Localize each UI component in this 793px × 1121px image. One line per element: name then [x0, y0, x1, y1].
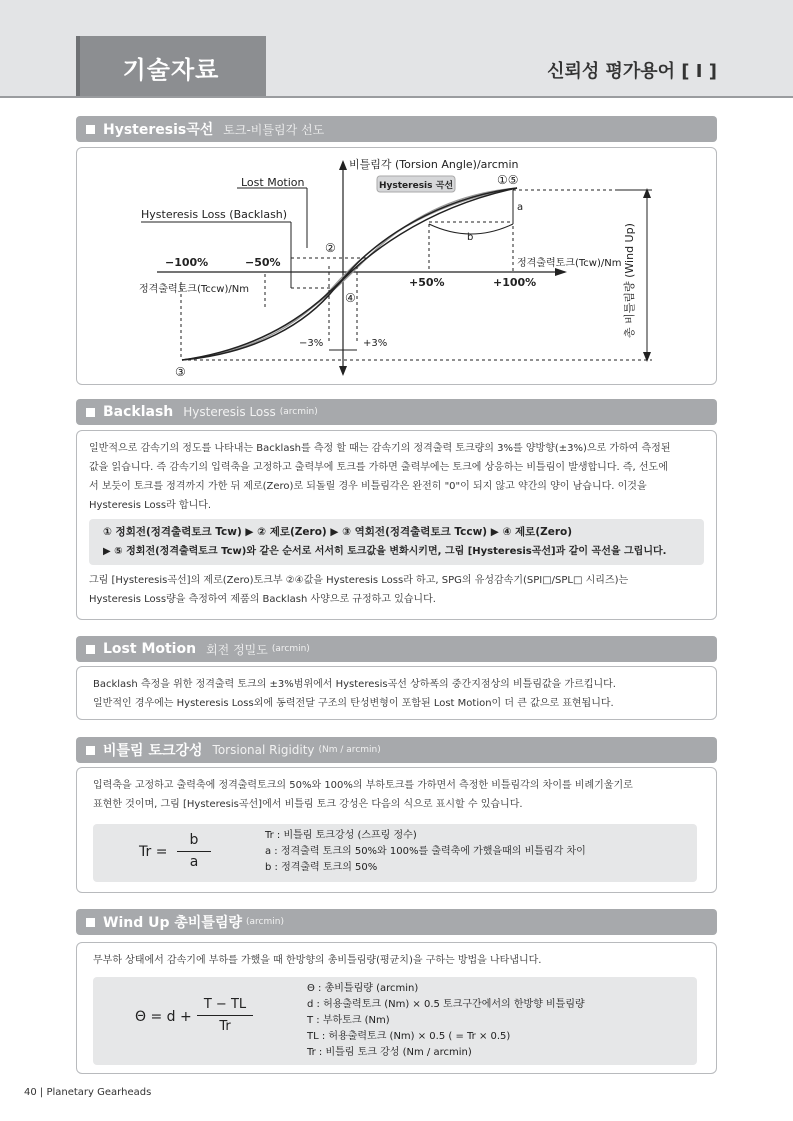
lost-motion-label: Lost Motion: [241, 176, 305, 189]
rigidity-formula-box: [93, 824, 697, 882]
x-axis-arrow: [555, 268, 567, 276]
y-axis-arrow-up: [339, 160, 347, 170]
backlash-paragraph-1: [89, 439, 709, 515]
windup-formula-lhs: Θ = d +: [135, 1009, 192, 1025]
square-bullet-icon: [86, 645, 95, 654]
square-bullet-icon: [86, 746, 95, 755]
definition-line: Tr : 비틀림 토크강성 (스프링 정수): [265, 830, 417, 841]
point-3: ③: [175, 365, 186, 379]
text-line: 일반적으로 감속기의 정도를 나타내는 Backlash를 측정 할 때는 감속기의 정격출력 토크량의 3%를 양방향(±3%)으로 가하여 측정된: [89, 443, 671, 454]
section-title: Wind Up 총비틀림량: [103, 915, 242, 931]
backlash-steps-box: [89, 519, 704, 565]
section-unit: (arcmin): [271, 644, 310, 654]
backlash-paragraph-2: [89, 571, 709, 609]
definition-line: TL : 허용출력토크 (Nm) × 0.5 ( = Tr × 0.5): [307, 1031, 511, 1042]
definition-line: d : 허용출력토크 (Nm) × 0.5 토크구간에서의 한방향 비틀림량: [307, 999, 585, 1010]
section-unit: (arcmin): [279, 407, 318, 417]
section-title: Backlash: [103, 404, 174, 420]
step-line-1: ① 정회전(정격출력토크 Tcw) ▶ ② 제로(Zero) ▶ ③ 역회전(정격출력토크 Tccw) ▶ ④ 제로(Zero): [103, 526, 573, 538]
text-line: 입력축을 고정하고 출력축에 정격출력토크의 50%와 100%의 부하토크를 가하면서 측정한 비틀림각의 차이를 비례기울기로: [93, 780, 633, 791]
hysteresis-loss-label: Hysteresis Loss (Backlash): [141, 208, 288, 221]
page-footer: 40 | Planetary Gearheads: [24, 1087, 152, 1098]
label-a: a: [517, 202, 524, 213]
definition-line: Tr : 비틀림 토크 강성 (Nm / arcmin): [307, 1047, 472, 1058]
neg50-label: −50%: [245, 256, 281, 269]
neg100-label: −100%: [165, 256, 209, 269]
windup-formula-box: [93, 977, 697, 1065]
definition-line: b : 정격출력 토크의 50%: [265, 862, 378, 873]
fraction-line: [197, 1015, 253, 1016]
square-bullet-icon: [86, 408, 95, 417]
fraction-line: [177, 851, 211, 852]
windup-formula-numerator: T − TL: [203, 997, 247, 1012]
text-line: 일반적인 경우에는 Hysteresis Loss외에 동력전달 구조의 탄성변형이 포함된 Lost Motion이 더 큰 값으로 표현됩니다.: [93, 698, 614, 709]
section-bar-rigidity: [76, 737, 717, 763]
section-bar-backlash: [76, 399, 717, 425]
text-line: 값을 읽습니다. 즉 감속기의 입력축을 고정하고 출력부에 토크를 가하면 출력부에는 토크에 상응하는 비틀림이 발생합니다. 즉, 선도에: [89, 462, 668, 473]
hysteresis-diagram: [77, 148, 718, 386]
hysteresis-diagram-box: [76, 147, 717, 385]
point-4: ④: [345, 291, 356, 305]
square-bullet-icon: [86, 125, 95, 134]
section-bar-windup: [76, 909, 717, 935]
pos100-label: +100%: [493, 276, 537, 289]
label-b: b: [467, 232, 474, 243]
text-line: 그림 [Hysteresis곡선]의 제로(Zero)토크부 ②④값을 Hysteresis Loss라 하고, SPG의 유성감속기(SPI□/SPL□ 시리즈)는: [89, 575, 629, 586]
section-title: Lost Motion: [103, 641, 197, 657]
section-title: Hysteresis곡선: [103, 122, 214, 138]
rigidity-definitions: [265, 828, 586, 876]
section-bar-lost-motion: [76, 636, 717, 662]
hysteresis-tag-label: Hysteresis 곡선: [378, 181, 454, 191]
section-title: 비틀림 토크강성: [103, 743, 203, 759]
windup-formula-denominator: Tr: [219, 1019, 231, 1034]
rigidity-formula-lhs: Tr =: [139, 844, 168, 860]
lost-motion-paragraph: [93, 675, 708, 713]
square-bullet-icon: [86, 918, 95, 927]
header-subtitle: 신뢰성 평가용어 [ Ⅰ ]: [547, 61, 717, 82]
section-subtitle: 토크-비틀림각 선도: [223, 122, 325, 137]
section-unit: (arcmin): [246, 917, 284, 927]
section-unit: (Nm / arcmin): [318, 745, 381, 755]
pos3-label: +3%: [363, 338, 388, 349]
text-line: 서 보듯이 토크를 정격까지 가한 뒤 제로(Zero)로 되돌릴 경우 비틀림각은 완전히 "0"이 되지 않고 약간의 양이 남습니다. 이것을: [89, 481, 647, 492]
text-line: Hysteresis Loss라 합니다.: [89, 500, 212, 511]
rigidity-paragraph: [93, 776, 708, 814]
rigidity-formula-numerator: b: [189, 832, 199, 848]
y-axis-label: 비틀림각 (Torsion Angle)/arcmin: [349, 158, 519, 171]
torque-ccw-label: 정격출력토크(Tccw)/Nm: [139, 284, 249, 295]
windup-definitions: [307, 981, 585, 1061]
text-line: Hysteresis Loss량을 측정하여 제품의 Backlash 사양으로 규정하고 있습니다.: [89, 594, 436, 605]
section-subtitle: Hysteresis Loss: [183, 405, 276, 419]
section-bar-hysteresis: [76, 116, 717, 142]
header-divider: [0, 96, 793, 98]
point-2: ②: [325, 241, 336, 255]
section-subtitle: Torsional Rigidity: [212, 743, 315, 757]
definition-line: a : 정격출력 토크의 50%와 100%를 출력축에 가했을때의 비틀림각 차이: [265, 846, 586, 857]
step-line-2: ▶ ⑤ 정회전(정격출력토크 Tcw)와 같은 순서로 서서히 토크값을 변화시키면, 그림 [Hysteresis곡선]과 같이 곡선을 그립니다.: [103, 546, 667, 557]
text-line: 표현한 것이며, 그림 [Hysteresis곡선]에서 비틀림 토크 강성은 다음의 식으로 표시할 수 있습니다.: [93, 799, 523, 810]
torque-cw-label: 정격출력토크(Tcw)/Nm: [517, 258, 622, 269]
windup-box: [76, 942, 717, 1074]
windup-paragraph: 무부하 상태에서 감속기에 부하를 가했을 때 한방향의 총비틀림량(평균치)을 구하는 방법을 나타냅니다.: [93, 955, 542, 966]
definition-line: T : 부하토크 (Nm): [307, 1015, 390, 1026]
header-title: 기술자료: [122, 56, 220, 84]
definition-line: Θ : 총비틀림량 (arcmin): [307, 983, 419, 994]
rigidity-box: [76, 767, 717, 893]
section-subtitle: 회전 정밀도: [206, 642, 268, 657]
pos50-label: +50%: [409, 276, 445, 289]
text-line: Backlash 측정을 위한 정격출력 토크의 ±3%범위에서 Hysteresis곡선 상하폭의 중간지점상의 비틀림값을 가르킵니다.: [93, 679, 616, 690]
page-header: [0, 0, 793, 98]
backlash-box: [76, 430, 717, 620]
lost-motion-box: [76, 666, 717, 720]
point-1-5: ①⑤: [497, 173, 519, 187]
windup-label: 총 비틀림량 (Wind Up): [623, 223, 636, 338]
y-axis-arrow-down: [339, 366, 347, 376]
neg3-label: −3%: [299, 338, 324, 349]
rigidity-formula-denominator: a: [189, 854, 199, 870]
